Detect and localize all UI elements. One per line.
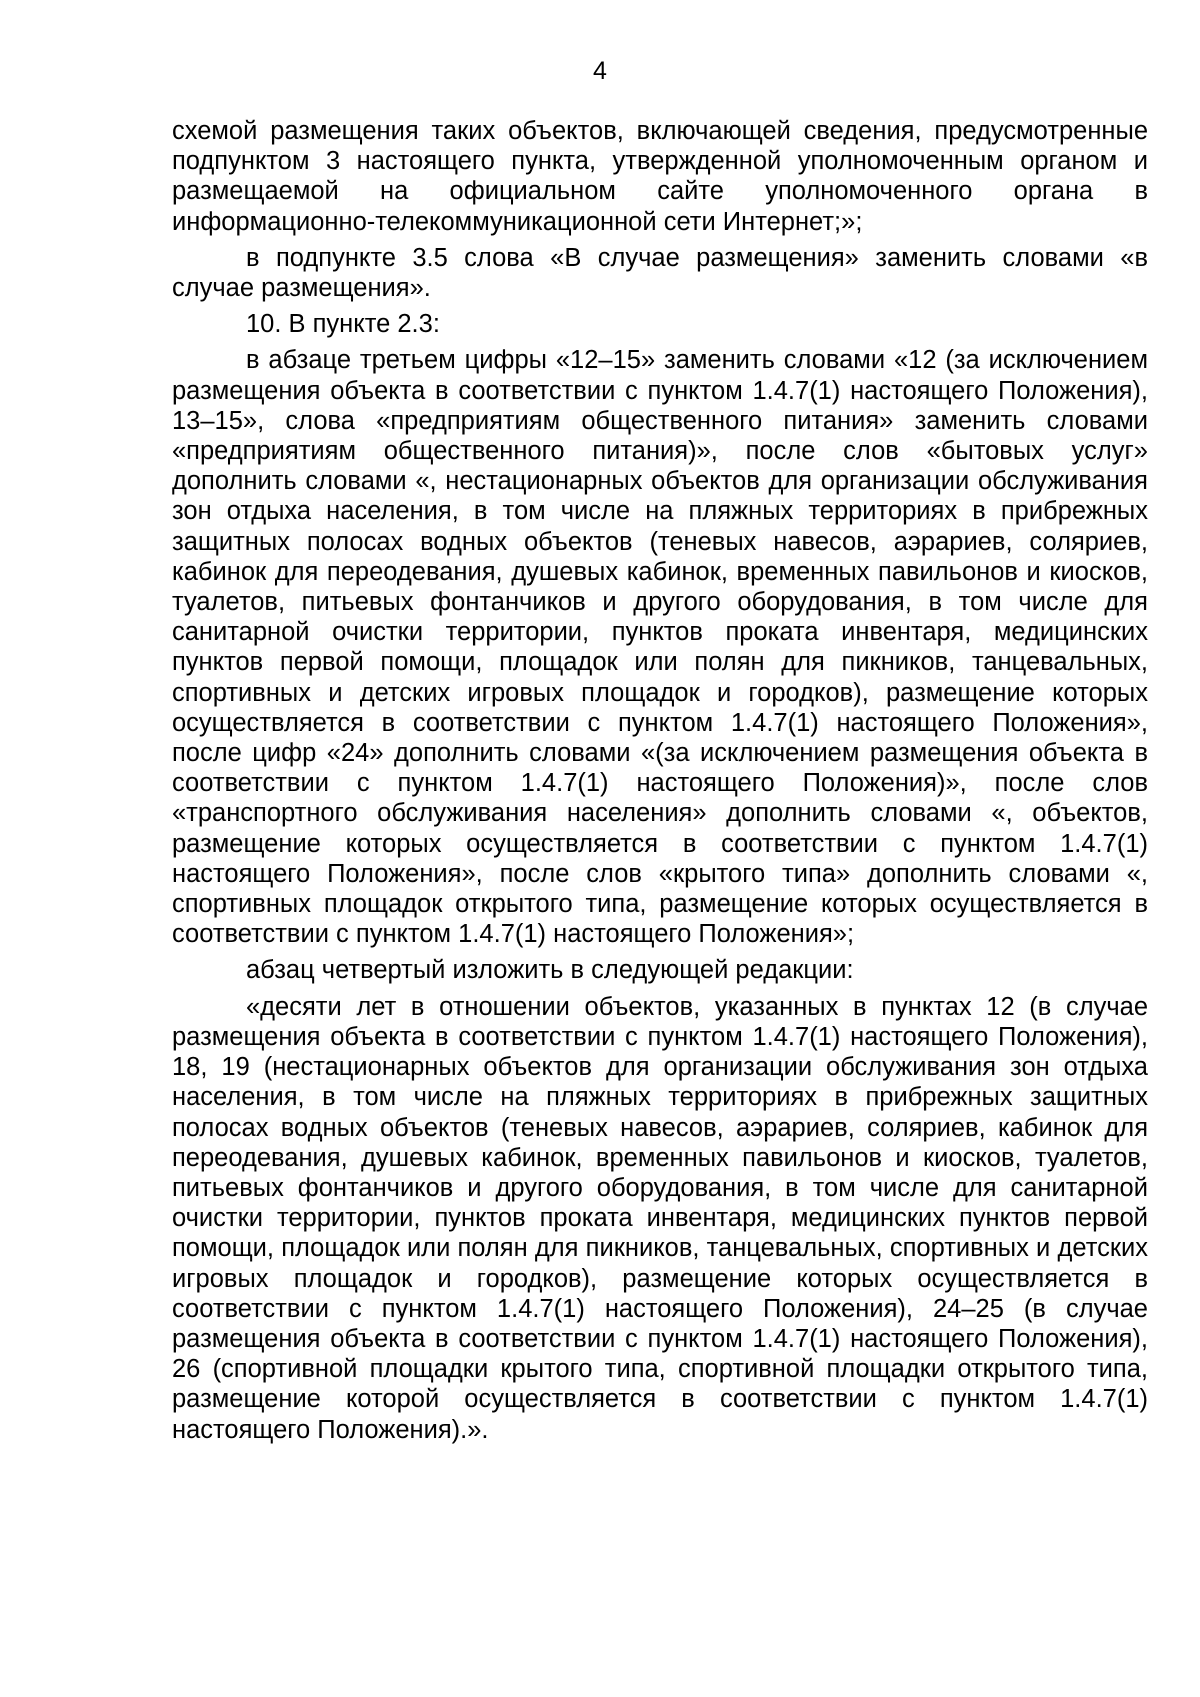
paragraph-item-10-heading: 10. В пункте 2.3: [246,310,440,339]
paragraph-fourth-abzac-new-text: «десяти лет в отношении объектов, указанных в пунктах 12 (в случае размещения объекта в соответствии с пунктом 1.4.7(1) настоящего Положения), 18, 19 (нестационарных объектов для организации обслуживания зон отдыха населения, в том числе на пляжных территориях в прибрежных защитных полосах водных объектов (теневых навесов, аэрариев, соляриев, кабинок для переодевания, душевых кабинок, временных павильонов и киосков, туалетов, питьевых фонтанчиков и другого оборудования, в том числе для санитарной очистки территории, пунктов проката инвентаря, медицинских пунктов первой помощи, площадок или полян для пикников, танцевальных, спортивных и детских игровых площадок и городков), размещение которых осуществляется в соответствии с пунктом 1.4.7(1) настоящего Положения), 24–25 (в случае размещения объекта в соответствии с пунктом 1.4.7(1) настоящего Положения), 26 (спортивной площадки крытого типа, спортивной площадки открытого типа, размещение которой осуществляется в соответствии с пунктом 1.4.7(1) настоящего Положения).». [172,992,1148,1444]
paragraph-fourth-abzac-intro: абзац четвертый изложить в следующей редакции: [246,956,854,985]
page-number: 4 [593,57,607,85]
paragraph-third-abzac-amendment: в абзаце третьем цифры «12–15» заменить словами «12 (за исключением размещения объекта в соответствии с пунктом 1.4.7(1) настоящего Положения), 13–15», слова «предприятиям общественного питания» заменить словами «предприятиям общественного питания)», после слов «бытовых услуг» дополнить словами «, нестационарных объектов для организации обслуживания зон отдыха населения, в том числе на пляжных территориях в прибрежных защитных полосах водных объектов (теневых навесов, аэрариев, соляриев, кабинок для переодевания, душевых кабинок, временных павильонов и киосков, туалетов, питьевых фонтанчиков и другого оборудования, в том числе для санитарной очистки территории, пунктов проката инвентаря, медицинских пунктов первой помощи, площадок или полян для пикников, танцевальных, спортивных и детских игровых площадок и городков), размещение которых осуществляется в соответствии с пунктом 1.4.7(1) настоящего Положения», после цифр «24» дополнить словами «(за исключением размещения объекта в соответствии с пунктом 1.4.7(1) настоящего Положения)», после слов «транспортного обслуживания населения» дополнить словами «, объектов, размещение которых осуществляется в соответствии с пунктом 1.4.7(1) настоящего Положения», после слов «крытого типа» дополнить словами «, спортивных площадок открытого типа, размещение которых осуществляется в соответствии с пунктом 1.4.7(1) настоящего Положения»; [172,346,1148,949]
paragraph-continuation: схемой размещения таких объектов, включающей сведения, предусмотренные подпунктом 3 настоящего пункта, утвержденной уполномоченным органом и размещаемой на официальном сайте уполномоченного органа в информационно-телекоммуникационной сети Интернет;»; [172,117,1148,236]
document-body [172,116,1148,1451]
paragraph-subclause-3-5: в подпункте 3.5 слова «В случае размещения» заменить словами «в случае размещения». [172,243,1148,303]
